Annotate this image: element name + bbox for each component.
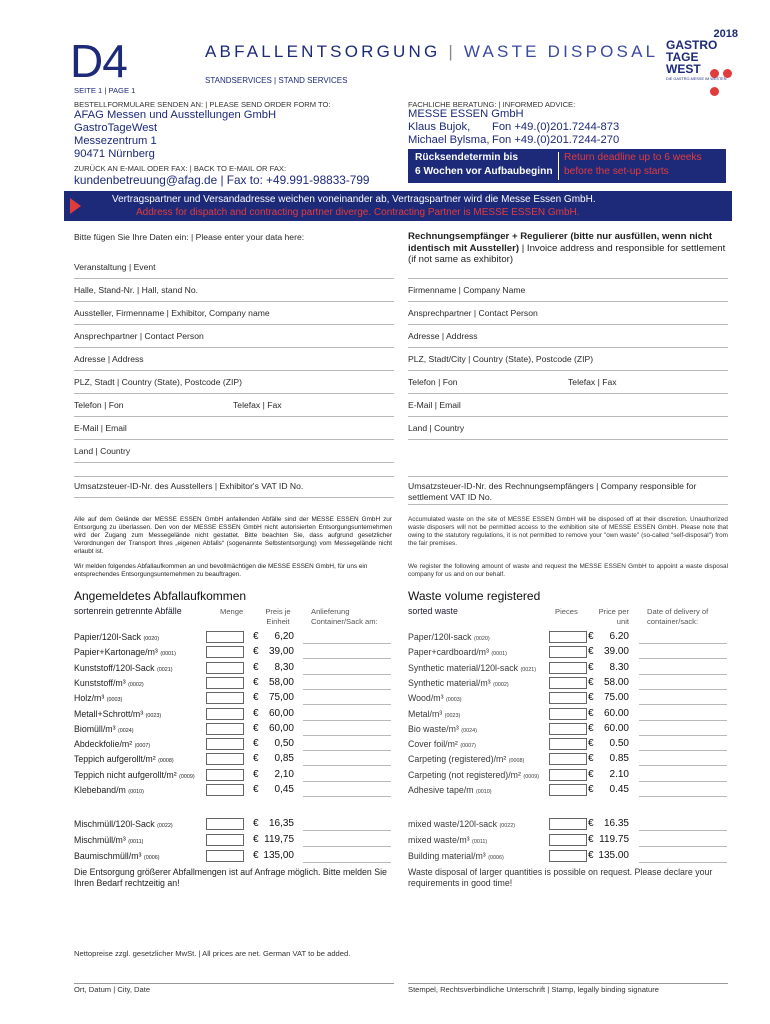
waste-item-de bbox=[74, 724, 134, 734]
waste-item-de bbox=[74, 678, 144, 688]
subtitle: STANDSERVICES | STAND SERVICES bbox=[205, 76, 348, 85]
waste-item-code: (0024) bbox=[118, 727, 134, 734]
waste-item-en bbox=[408, 632, 490, 642]
delivery-date-input[interactable] bbox=[303, 796, 391, 797]
waste-item-de bbox=[74, 709, 161, 719]
waste-item-name: Metal/m³ bbox=[408, 708, 443, 719]
currency-symbol: € bbox=[253, 784, 259, 795]
unit-price: 0,85 bbox=[274, 753, 294, 765]
logo-line2: TAGE bbox=[666, 50, 699, 64]
waste-item-de bbox=[74, 785, 144, 795]
r-field-vat-label1: Umsatzsteuer-ID-Nr. des Rechnungsempfängers | Company responsible for bbox=[408, 481, 697, 491]
waste-item-en bbox=[408, 678, 509, 688]
waste-item-name: Biomüll/m³ bbox=[74, 723, 116, 734]
currency-symbol: € bbox=[253, 768, 259, 780]
unit-price: 0,45 bbox=[274, 784, 294, 795]
delivery-date-input[interactable] bbox=[303, 750, 391, 751]
waste-item-name: Synthetic material/m³ bbox=[408, 677, 491, 688]
quantity-input[interactable] bbox=[206, 708, 244, 720]
waste-item-en bbox=[408, 724, 477, 734]
waste-item-name: Carpeting (registered)/m² bbox=[408, 754, 507, 765]
delivery-date-input[interactable] bbox=[639, 846, 727, 847]
waste-item-code: (0003) bbox=[106, 697, 123, 704]
waste-item-code: (0009) bbox=[179, 773, 195, 780]
waste-item-de bbox=[74, 693, 122, 703]
waste-item-name: mixed waste/120l-sack bbox=[408, 819, 497, 829]
currency-symbol: € bbox=[253, 834, 259, 845]
unit-price: 75.00 bbox=[603, 692, 629, 704]
unit-price: 60,00 bbox=[268, 722, 294, 734]
order-addr1: AFAG Messen und Ausstellungen GmbH bbox=[74, 109, 277, 121]
signature-line[interactable] bbox=[408, 983, 728, 984]
waste-item-code: (0002) bbox=[128, 681, 144, 688]
waste-item-name: Holz/m³ bbox=[74, 693, 105, 704]
waste-item-code: (0020) bbox=[143, 636, 160, 642]
quantity-input[interactable] bbox=[549, 738, 587, 750]
r-field-vat-label2: settlement VAT ID No. bbox=[408, 492, 493, 502]
waste-item-en bbox=[408, 647, 507, 657]
logo-line1: GASTRO bbox=[666, 38, 718, 52]
delivery-date-input[interactable] bbox=[303, 689, 391, 690]
terms-de-2: Wir melden folgendes Abfallaufkommen an und bevollmächtigen die MESSE ESSEN GmbH, für uns ein entsprechendes Entsorgungsunternehmen zu beauftragen. bbox=[74, 563, 368, 578]
delivery-date-input[interactable] bbox=[303, 658, 391, 659]
quantity-input[interactable] bbox=[549, 818, 587, 830]
waste-item-name: Abdeckfolie/m² bbox=[74, 739, 133, 750]
currency-symbol: € bbox=[253, 707, 259, 719]
field-country-input[interactable] bbox=[74, 462, 394, 463]
waste-item-code: (0002) bbox=[493, 681, 509, 688]
r-field-plz-input[interactable] bbox=[408, 370, 728, 371]
field-phone-input[interactable] bbox=[74, 416, 394, 417]
unit-price: 2,10 bbox=[274, 768, 294, 780]
quantity-input[interactable] bbox=[206, 646, 244, 658]
quantity-input[interactable] bbox=[549, 850, 587, 862]
col-en-item: sorted waste bbox=[408, 606, 458, 616]
waste-item-code: (0023) bbox=[444, 712, 461, 719]
col-en-qty: Pieces bbox=[555, 607, 578, 616]
quantity-input[interactable] bbox=[549, 677, 587, 689]
waste-item-de bbox=[74, 835, 143, 845]
waste-item-name: Paper/120l-sack bbox=[408, 632, 472, 642]
advice-person1: Klaus Bujok, bbox=[408, 121, 471, 133]
unit-price: 0,50 bbox=[274, 738, 294, 750]
quantity-input[interactable] bbox=[549, 662, 587, 674]
unit-price: 2.10 bbox=[609, 768, 629, 780]
waste-item-code: (0008) bbox=[508, 758, 525, 765]
form-intro-left: Bitte fügen Sie Ihre Daten ein: | Please enter your data here: bbox=[74, 232, 305, 242]
terms-en-1: Accumulated waste on the site of MESSE ESSEN GmbH will be disposed off at their discretion. Unauthorized waste disposers will not be permitted access to the exhibition site of MESSE ESSEN GmbH. Please note that owing to the statutory regulations, it is not permitted to remove your "own waste" (so-called "self-disposal") from the fair premises. bbox=[408, 516, 728, 547]
waste-item-name: Papier+Kartonage/m³ bbox=[74, 647, 158, 658]
delivery-date-input[interactable] bbox=[639, 720, 727, 721]
currency-symbol: € bbox=[253, 676, 259, 688]
delivery-date-input[interactable] bbox=[639, 643, 727, 644]
delivery-date-input[interactable] bbox=[639, 830, 727, 831]
unit-price: 0.45 bbox=[609, 784, 629, 795]
field-vat-input[interactable] bbox=[74, 497, 394, 498]
waste-item-code: (0021) bbox=[520, 666, 537, 673]
quantity-input[interactable] bbox=[206, 769, 244, 781]
currency-symbol: € bbox=[253, 722, 259, 734]
waste-item-en bbox=[408, 785, 492, 795]
waste-item-en bbox=[408, 709, 460, 719]
waste-item-code: (0011) bbox=[128, 839, 144, 845]
field-hall-input[interactable] bbox=[74, 301, 394, 302]
waste-item-code: (0023) bbox=[145, 712, 162, 719]
currency-symbol: € bbox=[253, 646, 259, 658]
waste-title-de: Angemeldetes Abfallaufkommen bbox=[74, 589, 247, 603]
waste-item-code: (0001) bbox=[160, 651, 176, 658]
unit-price: 75,00 bbox=[268, 692, 294, 704]
order-address bbox=[74, 109, 276, 161]
currency-symbol: € bbox=[588, 631, 594, 642]
form-intro-right bbox=[408, 231, 728, 266]
waste-item-en bbox=[408, 819, 515, 829]
order-addr4: 90471 Nürnberg bbox=[74, 148, 155, 160]
currency-symbol: € bbox=[588, 646, 594, 658]
quantity-input[interactable] bbox=[206, 818, 244, 830]
unit-price: 58,00 bbox=[268, 676, 294, 688]
waste-item-en bbox=[408, 770, 539, 780]
field-address-label: Adresse | Address bbox=[74, 354, 144, 364]
waste-title-en: Waste volume registered bbox=[408, 589, 541, 603]
unit-price: 58.00 bbox=[603, 676, 629, 688]
waste-item-name: Carpeting (not registered)/m² bbox=[408, 769, 521, 780]
waste-item-name: Mischmüll/120l-Sack bbox=[74, 819, 155, 829]
unit-price: 60.00 bbox=[603, 722, 629, 734]
waste-item-en bbox=[408, 739, 476, 749]
quantity-input[interactable] bbox=[549, 769, 587, 781]
field-exhibitor-label: Aussteller, Firmenname | Exhibitor, Company name bbox=[74, 308, 270, 318]
currency-symbol: € bbox=[588, 850, 594, 861]
delivery-date-input[interactable] bbox=[303, 735, 391, 736]
r-field-vat-input[interactable] bbox=[408, 504, 728, 505]
unit-price: 39,00 bbox=[268, 646, 294, 658]
delivery-date-input[interactable] bbox=[303, 830, 391, 831]
delivery-date-input[interactable] bbox=[639, 862, 727, 863]
place-date-line[interactable] bbox=[74, 983, 394, 984]
waste-item-code: (0009) bbox=[523, 773, 539, 780]
waste-item-de bbox=[74, 663, 173, 673]
waste-item-code: (0010) bbox=[475, 789, 492, 795]
waste-item-name: Kunststoff/120l-Sack bbox=[74, 662, 155, 673]
quantity-input[interactable] bbox=[549, 723, 587, 735]
unit-price: 0.85 bbox=[609, 753, 629, 765]
delivery-date-input[interactable] bbox=[639, 674, 727, 675]
waste-item-code: (0024) bbox=[461, 727, 477, 734]
unit-price: 6,20 bbox=[274, 631, 294, 642]
form-code: D4 bbox=[70, 35, 127, 87]
delivery-date-input[interactable] bbox=[303, 720, 391, 721]
terms-en-2: We register the following amount of waste and request the MESSE ESSEN GmbH to appoint a waste disposal company for us and on our behalf. bbox=[408, 563, 728, 578]
currency-symbol: € bbox=[253, 818, 259, 829]
unit-price: 6.20 bbox=[609, 631, 629, 642]
delivery-date-input[interactable] bbox=[639, 735, 727, 736]
waste-item-code: (0008) bbox=[158, 758, 174, 765]
waste-item-name: Papier/120l-Sack bbox=[74, 632, 141, 642]
currency-symbol: € bbox=[253, 850, 259, 861]
currency-symbol: € bbox=[253, 692, 259, 704]
waste-item-name: Teppich aufgerollt/m² bbox=[74, 754, 156, 765]
signature-label: Stempel, Rechtsverbindliche Unterschrift | Stamp, legally binding signature bbox=[408, 985, 660, 994]
currency-symbol: € bbox=[588, 707, 594, 719]
waste-item-code: (0011) bbox=[472, 839, 488, 845]
col-en-delivery: Date of delivery of container/sack: bbox=[647, 607, 709, 626]
unit-price: 8,30 bbox=[274, 661, 294, 673]
advice-phone1: Fon +49.(0)201.7244-873 bbox=[492, 121, 620, 133]
net-prices-note: Nettopreise zzgl. gesetzlicher MwSt. | All prices are net. German VAT to be added. bbox=[74, 949, 351, 958]
waste-item-en bbox=[408, 663, 536, 673]
waste-item-de bbox=[74, 819, 173, 829]
waste-item-code: (0020) bbox=[474, 636, 490, 642]
waste-item-de bbox=[74, 851, 160, 861]
delivery-date-input[interactable] bbox=[639, 796, 727, 797]
invoice-heading: Rechnungsempfänger + Regulierer (bitte nur ausfüllen, wenn nicht identisch mit Aussteller) bbox=[408, 231, 713, 254]
quantity-input[interactable] bbox=[549, 631, 587, 643]
quantity-input[interactable] bbox=[206, 723, 244, 735]
r-field-address-input[interactable] bbox=[408, 347, 728, 348]
waste-item-name: Building material/m³ bbox=[408, 851, 486, 861]
waste-item-name: Klebeband/m bbox=[74, 785, 126, 795]
waste-item-code: (0007) bbox=[134, 743, 151, 750]
quantity-input[interactable] bbox=[549, 692, 587, 704]
field-email-input[interactable] bbox=[74, 439, 394, 440]
field-fax-label: Telefax | Fax bbox=[233, 400, 282, 410]
unit-price: 0.50 bbox=[609, 738, 629, 750]
field-plz-input[interactable] bbox=[74, 393, 394, 394]
advice-person2: Michael Bylsma, bbox=[408, 134, 490, 146]
col-en-price: Price per unit bbox=[598, 607, 629, 626]
waste-item-code: (0010) bbox=[128, 789, 144, 795]
field-phone-label: Telefon | Fon bbox=[74, 400, 124, 410]
title-en: WASTE DISPOSAL bbox=[463, 42, 659, 61]
deadline-box bbox=[408, 149, 726, 183]
currency-symbol: € bbox=[588, 768, 594, 780]
col-de-delivery: Anlieferung Container/Sack am: bbox=[311, 607, 378, 626]
waste-item-name: Adhesive tape/m bbox=[408, 785, 474, 795]
logo-year: 2018 bbox=[713, 28, 738, 40]
waste-item-code: (0021) bbox=[156, 666, 173, 673]
order-addr2: GastroTageWest bbox=[74, 122, 158, 134]
waste-item-code: (0001) bbox=[491, 651, 507, 658]
r-field-phone-input[interactable] bbox=[408, 393, 728, 394]
title-de: ABFALLENTSORGUNG bbox=[205, 42, 441, 61]
r-field-fax-label: Telefax | Fax bbox=[568, 377, 617, 387]
deadline-de1: Rücksendetermin bis bbox=[415, 152, 519, 163]
quantity-input[interactable] bbox=[206, 662, 244, 674]
quantity-input[interactable] bbox=[206, 834, 244, 846]
deadline-en2: before the set-up starts bbox=[564, 166, 669, 177]
deadline-de2: 6 Wochen vor Aufbaubeginn bbox=[415, 166, 553, 177]
currency-symbol: € bbox=[588, 818, 594, 829]
delivery-date-input[interactable] bbox=[639, 689, 727, 690]
waste-item-name: Cover foil/m² bbox=[408, 739, 458, 750]
quantity-input[interactable] bbox=[549, 708, 587, 720]
waste-item-name: Synthetic material/120l-sack bbox=[408, 662, 519, 673]
r-field-blank-input[interactable] bbox=[408, 476, 728, 477]
r-field-company-label: Firmenname | Company Name bbox=[408, 285, 526, 295]
waste-item-name: Teppich nicht aufgerollt/m² bbox=[74, 769, 177, 780]
col-de-item: sortenrein getrennte Abfälle bbox=[74, 606, 182, 616]
r-field-country-label: Land | Country bbox=[408, 423, 465, 433]
quantity-input[interactable] bbox=[549, 784, 587, 796]
field-hall-label: Halle, Stand-Nr. | Hall, stand No. bbox=[74, 285, 199, 295]
currency-symbol: € bbox=[588, 661, 594, 673]
waste-item-name: Paper+cardboard/m³ bbox=[408, 647, 489, 658]
field-contact-input[interactable] bbox=[74, 347, 394, 348]
delivery-date-input[interactable] bbox=[639, 765, 727, 766]
unit-price: 8.30 bbox=[609, 661, 629, 673]
quantity-input[interactable] bbox=[206, 631, 244, 643]
field-address-input[interactable] bbox=[74, 370, 394, 371]
currency-symbol: € bbox=[588, 676, 594, 688]
unit-price: 60.00 bbox=[603, 707, 629, 719]
quantity-input[interactable] bbox=[549, 834, 587, 846]
waste-item-en bbox=[408, 754, 524, 764]
unit-price: 135.00 bbox=[598, 850, 629, 861]
delivery-date-input[interactable] bbox=[303, 704, 391, 705]
field-event-input[interactable] bbox=[74, 278, 394, 279]
delivery-date-input[interactable] bbox=[303, 765, 391, 766]
r-field-email-label: E-Mail | Email bbox=[408, 400, 461, 410]
advice-heading: FACHLICHE BERATUNG: | INFORMED ADVICE: bbox=[408, 100, 576, 109]
banner-en: Address for dispatch and contracting partner diverge. Contracting Partner is MESSE ESSEN GmbH. bbox=[136, 207, 580, 218]
waste-item-en bbox=[408, 693, 462, 703]
r-field-plz-label: PLZ, Stadt/City | Country (State), Postcode (ZIP) bbox=[408, 354, 594, 364]
logo-line3: WEST bbox=[666, 62, 701, 76]
field-country-label: Land | Country bbox=[74, 446, 131, 456]
terms-de-1: Alle auf dem Gelände der MESSE ESSEN GmbH anfallenden Abfälle sind der MESSE ESSEN GmbH zur Entsorgung zu überlassen. Den von der MESSE ESSEN GmbH nicht autorisierten Entsorgungsunternehmen wird der Zugang zum Messegelände nicht gestattet. Bitte beachten Sie, dass aufgrund gesetzlicher Verordnungen der Transport Ihres „eigenen Abfalls“ (sogenannte Selbstentsorgung) vom Messegelände nicht erlaubt ist. bbox=[74, 516, 392, 555]
currency-symbol: € bbox=[588, 834, 594, 845]
delivery-date-input[interactable] bbox=[639, 781, 727, 782]
waste-item-code: (0022) bbox=[499, 823, 516, 829]
currency-symbol: € bbox=[253, 753, 259, 765]
waste-item-name: Wood/m³ bbox=[408, 693, 444, 704]
waste-item-name: Metall+Schrott/m³ bbox=[74, 708, 144, 719]
r-field-company-input[interactable] bbox=[408, 301, 728, 302]
r-field-email-input[interactable] bbox=[408, 416, 728, 417]
page-indicator: SEITE 1 | PAGE 1 bbox=[74, 86, 136, 95]
quantity-input[interactable] bbox=[206, 753, 244, 765]
contact-email-fax[interactable]: kundenbetreuung@afag.de | Fax to: +49.991-98833-799 bbox=[74, 173, 370, 187]
unit-price: 135,00 bbox=[263, 850, 294, 861]
waste-item-name: Bio waste/m³ bbox=[408, 723, 459, 734]
logo-dots bbox=[710, 65, 740, 75]
large-quantities-de: Die Entsorgung größerer Abfallmengen ist auf Anfrage möglich. Bitte melden Sie Ihren Bedarf rechtzeitig an! bbox=[74, 867, 387, 888]
large-quantities-en: Waste disposal of larger quantities is possible on request. Please declare your requirements in good time! bbox=[408, 867, 713, 888]
delivery-date-input[interactable] bbox=[303, 862, 391, 863]
waste-item-de bbox=[74, 754, 174, 764]
currency-symbol: € bbox=[588, 784, 594, 795]
waste-item-code: (0006) bbox=[143, 855, 160, 861]
currency-symbol: € bbox=[588, 692, 594, 704]
field-email-label: E-Mail | Email bbox=[74, 423, 127, 433]
col-de-qty: Menge bbox=[220, 607, 244, 616]
unit-price: 119,75 bbox=[264, 834, 294, 845]
waste-item-name: Baumischmüll/m³ bbox=[74, 851, 142, 861]
delivery-date-input[interactable] bbox=[303, 781, 391, 782]
quantity-input[interactable] bbox=[206, 850, 244, 862]
waste-item-name: mixed waste/m³ bbox=[408, 835, 470, 845]
r-field-phone-label: Telefon | Fon bbox=[408, 377, 458, 387]
col-de-price: Preis je Einheit bbox=[265, 607, 291, 626]
logo-tagline: DIE GASTRO-MESSE IM WESTEN bbox=[666, 77, 727, 81]
delivery-date-input[interactable] bbox=[303, 643, 391, 644]
r-field-contact-input[interactable] bbox=[408, 324, 728, 325]
deadline-en1: Return deadline up to 6 weeks bbox=[564, 152, 702, 163]
banner-de: Vertragspartner und Versandadresse weichen voneinander ab, Vertragspartner wird die Messe Essen GmbH. bbox=[112, 194, 596, 205]
currency-symbol: € bbox=[588, 753, 594, 765]
r-field-top-line bbox=[408, 278, 728, 279]
advice-company: MESSE ESSEN GmbH bbox=[408, 108, 524, 120]
waste-item-de bbox=[74, 770, 195, 780]
event-logo bbox=[664, 28, 744, 86]
quantity-input[interactable] bbox=[549, 753, 587, 765]
field-contact-label: Ansprechpartner | Contact Person bbox=[74, 331, 204, 341]
delivery-date-input[interactable] bbox=[303, 846, 391, 847]
delivery-date-input[interactable] bbox=[639, 750, 727, 751]
quantity-input[interactable] bbox=[549, 646, 587, 658]
unit-price: 16.35 bbox=[603, 818, 629, 829]
waste-item-en bbox=[408, 835, 487, 845]
currency-symbol: € bbox=[253, 738, 259, 750]
unit-price: 39.00 bbox=[603, 646, 629, 658]
currency-symbol: € bbox=[588, 738, 594, 750]
waste-item-name: Mischmüll/m³ bbox=[74, 835, 126, 845]
waste-item-code: (0003) bbox=[445, 697, 462, 704]
waste-item-code: (0022) bbox=[157, 823, 173, 829]
return-heading: ZURÜCK AN E-MAIL ODER FAX: | BACK TO E-MAIL OR FAX: bbox=[74, 164, 287, 173]
field-event-label: Veranstaltung | Event bbox=[74, 262, 156, 272]
waste-item-code: (0006) bbox=[488, 855, 504, 861]
order-addr3: Messezentrum 1 bbox=[74, 135, 157, 147]
quantity-input[interactable] bbox=[206, 738, 244, 750]
contract-banner bbox=[64, 191, 732, 221]
r-field-address-label: Adresse | Address bbox=[408, 331, 478, 341]
unit-price: 16,35 bbox=[268, 818, 294, 829]
invoice-heading-en: | Invoice address and responsible for settlement (if not same as exhibitor) bbox=[408, 242, 726, 266]
r-field-contact-label: Ansprechpartner | Contact Person bbox=[408, 308, 538, 318]
field-blank-input[interactable] bbox=[74, 476, 394, 477]
waste-item-de bbox=[74, 739, 150, 749]
delivery-date-input[interactable] bbox=[639, 658, 727, 659]
currency-symbol: € bbox=[253, 661, 259, 673]
waste-item-de bbox=[74, 632, 159, 642]
waste-item-name: Kunststoff/m³ bbox=[74, 677, 126, 688]
delivery-date-input[interactable] bbox=[639, 704, 727, 705]
quantity-input[interactable] bbox=[206, 677, 244, 689]
order-heading: BESTELLFORMULARE SENDEN AN: | PLEASE SEND ORDER FORM TO: bbox=[74, 100, 331, 109]
r-field-country-input[interactable] bbox=[408, 439, 728, 440]
unit-price: 60,00 bbox=[268, 707, 294, 719]
currency-symbol: € bbox=[588, 722, 594, 734]
waste-item-code: (0007) bbox=[460, 743, 476, 750]
waste-item-en bbox=[408, 851, 504, 861]
waste-item-de bbox=[74, 647, 176, 657]
quantity-input[interactable] bbox=[206, 784, 244, 796]
field-plz-label: PLZ, Stadt | Country (State), Postcode (ZIP) bbox=[74, 377, 242, 387]
place-date-label: Ort, Datum | City, Date bbox=[74, 985, 151, 994]
currency-symbol: € bbox=[253, 631, 259, 642]
delivery-date-input[interactable] bbox=[303, 674, 391, 675]
field-vat-label: Umsatzsteuer-ID-Nr. des Ausstellers | Exhibitor's VAT ID No. bbox=[74, 481, 304, 491]
unit-price: 119.75 bbox=[599, 834, 629, 845]
page-title: ABFALLENTSORGUNG | WASTE DISPOSAL bbox=[205, 42, 659, 61]
advice-phone2: Fon +49.(0)201.7244-270 bbox=[492, 134, 620, 146]
field-exhibitor-input[interactable] bbox=[74, 324, 394, 325]
banner-arrow-icon bbox=[70, 198, 81, 214]
quantity-input[interactable] bbox=[206, 692, 244, 704]
